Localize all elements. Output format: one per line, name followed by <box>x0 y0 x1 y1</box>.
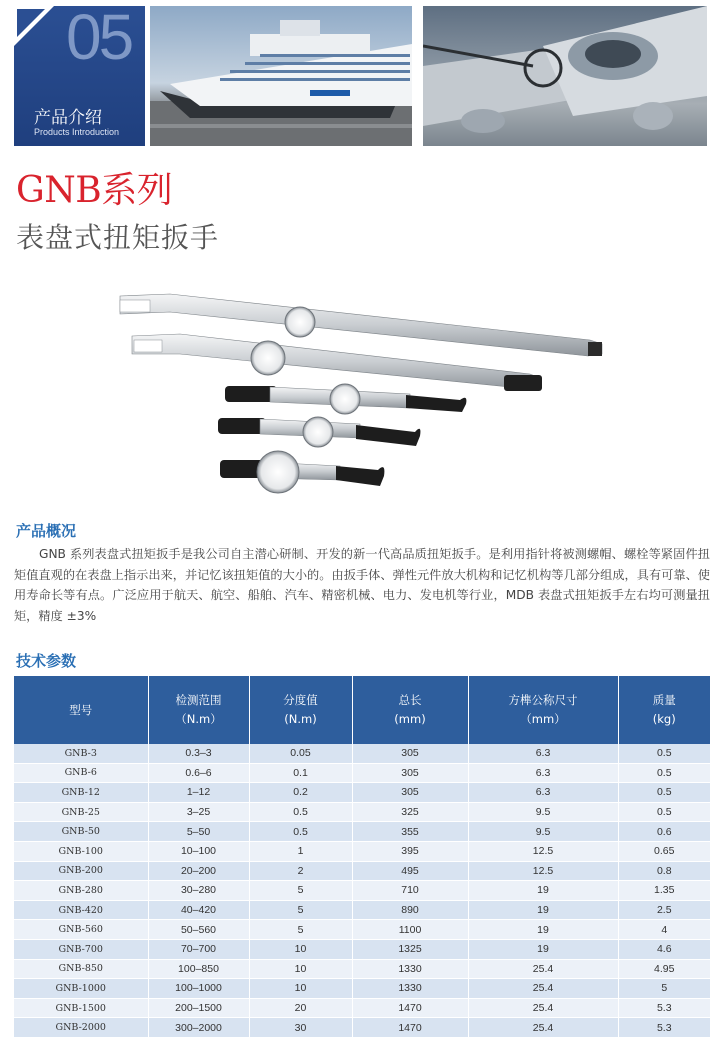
cell-model: GNB-700 <box>14 939 148 959</box>
cell-weight: 0.8 <box>618 861 710 881</box>
cell-weight: 0.6 <box>618 822 710 842</box>
cell-square-drive: 6.3 <box>468 783 618 803</box>
cell-range: 1–12 <box>148 783 249 803</box>
table-row <box>14 861 710 881</box>
col-header-weight: 质量 (kg) <box>618 676 710 744</box>
cell-square-drive: 12.5 <box>468 841 618 861</box>
cell-weight: 0.65 <box>618 841 710 861</box>
table-row <box>14 822 710 842</box>
cell-division: 10 <box>249 979 352 999</box>
cell-model: GNB-280 <box>14 881 148 901</box>
product-subtitle: 表盘式扭矩扳手 <box>16 221 220 254</box>
spec-table-header <box>14 676 710 744</box>
cell-model: GNB-850 <box>14 959 148 979</box>
cell-length: 305 <box>352 763 468 783</box>
cell-division: 0.5 <box>249 822 352 842</box>
table-row <box>14 744 710 763</box>
cell-division: 5 <box>249 900 352 920</box>
col-header-square-drive: 方榫公称尺寸 （mm） <box>468 676 618 744</box>
col-header-range: 检测范围 （N.m） <box>148 676 249 744</box>
cell-length: 890 <box>352 900 468 920</box>
section-badge <box>14 6 145 146</box>
wrench-3 <box>225 384 466 414</box>
cell-division: 2 <box>249 861 352 881</box>
cell-square-drive: 6.3 <box>468 744 618 763</box>
table-row <box>14 979 710 999</box>
col-header-division: 分度值 (N.m) <box>249 676 352 744</box>
cell-square-drive: 19 <box>468 920 618 940</box>
cell-weight: 4 <box>618 920 710 940</box>
specs-heading: 技术参数 <box>16 652 77 670</box>
cell-range: 20–200 <box>148 861 249 881</box>
cell-division: 20 <box>249 998 352 1018</box>
cell-length: 1330 <box>352 979 468 999</box>
table-row <box>14 900 710 920</box>
cell-range: 40–420 <box>148 900 249 920</box>
cell-weight: 1.35 <box>618 881 710 901</box>
cell-range: 100–850 <box>148 959 249 979</box>
cell-square-drive: 19 <box>468 939 618 959</box>
cell-length: 495 <box>352 861 468 881</box>
cell-square-drive: 9.5 <box>468 822 618 842</box>
section-number: 05 <box>66 6 132 73</box>
cell-model: GNB-50 <box>14 822 148 842</box>
cell-square-drive: 25.4 <box>468 1018 618 1038</box>
cell-weight: 5.3 <box>618 1018 710 1038</box>
cruise-ship-photo <box>150 6 412 146</box>
cell-weight: 0.5 <box>618 802 710 822</box>
cell-model: GNB-3 <box>14 744 148 763</box>
spec-table <box>14 676 710 1038</box>
cell-division: 5 <box>249 881 352 901</box>
table-row <box>14 998 710 1018</box>
cell-weight: 2.5 <box>618 900 710 920</box>
cell-range: 200–1500 <box>148 998 249 1018</box>
cell-model: GNB-100 <box>14 841 148 861</box>
table-row <box>14 841 710 861</box>
cell-square-drive: 9.5 <box>468 802 618 822</box>
table-row <box>14 763 710 783</box>
cell-division: 10 <box>249 939 352 959</box>
cell-model: GNB-2000 <box>14 1018 148 1038</box>
cell-square-drive: 25.4 <box>468 979 618 999</box>
cell-length: 1470 <box>352 1018 468 1038</box>
cell-length: 1100 <box>352 920 468 940</box>
cell-range: 70–700 <box>148 939 249 959</box>
cell-weight: 4.6 <box>618 939 710 959</box>
cell-length: 305 <box>352 783 468 803</box>
cell-range: 100–1000 <box>148 979 249 999</box>
fighter-jet-photo <box>423 6 707 146</box>
torque-wrench-picture <box>110 282 610 502</box>
cell-division: 0.2 <box>249 783 352 803</box>
overview-text: GNB 系列表盘式扭矩扳手是我公司自主潜心研制、开发的新一代高品质扭矩扳手。是利用指针将被测螺帽、螺栓等紧固件扭矩值直观的在表盘上指示出来，并记忆该扭矩值的大小的。由扳手体、弹性元件放大机构和记忆机构等几部分组成，具有可靠、使用寿命长等有点。广泛应用于航天、航空、船舶、汽车、精密机械、电力、发电机等行业，MDB 表盘式扭矩扳手左右均可测量扭矩，精度 ±3% <box>14 547 710 623</box>
cell-division: 30 <box>249 1018 352 1038</box>
cell-length: 710 <box>352 881 468 901</box>
cell-division: 0.5 <box>249 802 352 822</box>
overview-heading: 产品概况 <box>16 522 77 540</box>
cell-square-drive: 19 <box>468 900 618 920</box>
cell-division: 5 <box>249 920 352 940</box>
cell-range: 30–280 <box>148 881 249 901</box>
cell-square-drive: 25.4 <box>468 998 618 1018</box>
cell-range: 0.6–6 <box>148 763 249 783</box>
cell-length: 1470 <box>352 998 468 1018</box>
cell-length: 305 <box>352 744 468 763</box>
table-row <box>14 959 710 979</box>
cell-model: GNB-420 <box>14 900 148 920</box>
cell-range: 10–100 <box>148 841 249 861</box>
section-label-cn: 产品介绍 <box>34 108 102 128</box>
series-title: GNB系列 <box>16 170 173 211</box>
wrench-5 <box>220 451 384 493</box>
cell-model: GNB-560 <box>14 920 148 940</box>
cell-length: 1325 <box>352 939 468 959</box>
cell-model: GNB-200 <box>14 861 148 881</box>
table-row <box>14 881 710 901</box>
cell-range: 0.3–3 <box>148 744 249 763</box>
cell-model: GNB-12 <box>14 783 148 803</box>
col-header-model: 型号 <box>14 676 148 744</box>
cell-model: GNB-6 <box>14 763 148 783</box>
cell-model: GNB-25 <box>14 802 148 822</box>
cell-range: 300–2000 <box>148 1018 249 1038</box>
cell-square-drive: 19 <box>468 881 618 901</box>
table-row <box>14 920 710 940</box>
cell-weight: 4.95 <box>618 959 710 979</box>
cell-length: 1330 <box>352 959 468 979</box>
cell-weight: 0.5 <box>618 763 710 783</box>
wrench-4 <box>218 417 420 447</box>
section-label-en: Products Introduction <box>34 127 120 137</box>
cell-weight: 5.3 <box>618 998 710 1018</box>
cell-range: 3–25 <box>148 802 249 822</box>
cell-division: 10 <box>249 959 352 979</box>
cell-division: 0.05 <box>249 744 352 763</box>
table-row <box>14 802 710 822</box>
cell-weight: 0.5 <box>618 783 710 803</box>
col-header-length: 总长 (mm) <box>352 676 468 744</box>
table-row <box>14 783 710 803</box>
cell-square-drive: 25.4 <box>468 959 618 979</box>
cell-weight: 0.5 <box>618 744 710 763</box>
cell-weight: 5 <box>618 979 710 999</box>
cell-model: GNB-1000 <box>14 979 148 999</box>
cell-range: 50–560 <box>148 920 249 940</box>
cell-division: 0.1 <box>249 763 352 783</box>
cell-length: 355 <box>352 822 468 842</box>
table-row <box>14 939 710 959</box>
cell-square-drive: 12.5 <box>468 861 618 881</box>
cell-square-drive: 6.3 <box>468 763 618 783</box>
cell-length: 395 <box>352 841 468 861</box>
cell-model: GNB-1500 <box>14 998 148 1018</box>
cell-length: 325 <box>352 802 468 822</box>
table-row <box>14 1018 710 1038</box>
cell-range: 5–50 <box>148 822 249 842</box>
cell-division: 1 <box>249 841 352 861</box>
